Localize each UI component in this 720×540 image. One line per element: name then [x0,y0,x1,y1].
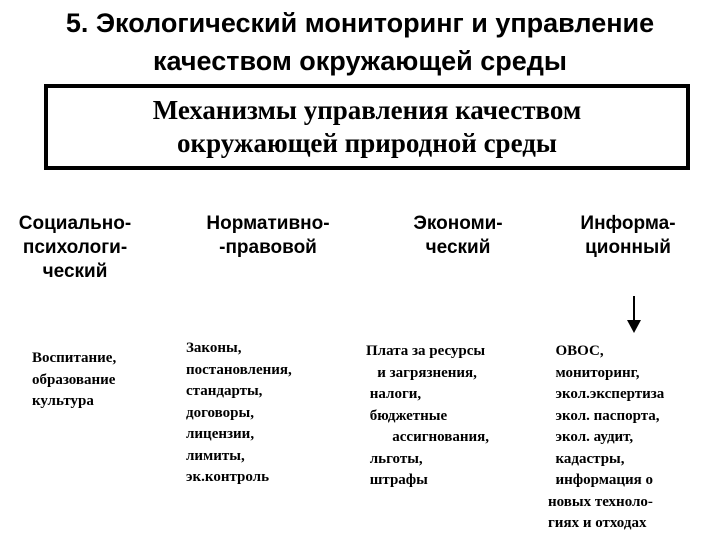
mechanisms-box [44,84,690,170]
category-informational: Информа- ционный [580,213,676,258]
category-socio-psychological: Социально- психологи- ческий [18,213,132,282]
mechanisms-box-title: Механизмы управления качеством окружающей природной среды [152,95,582,158]
list-item: стандарты, [186,383,263,399]
list-item: экол.экспертиза [548,386,665,402]
list-item: бюджетные [366,407,448,424]
list-item: кадастры, [548,450,625,467]
list-socio-psychological [32,348,116,413]
list-item: культура [32,393,94,409]
list-informational [548,341,664,535]
slide-title: 5. Экологический мониторинг и управление качеством окружающей среды [65,8,655,76]
list-item: информация о [548,472,654,488]
arrow-down-icon [626,296,642,334]
list-item: и загрязнения, [366,364,477,381]
list-item: экол. паспорта, [548,407,660,424]
list-item: образование [32,371,116,388]
list-item: постановления, [186,361,292,378]
list-item: ассигнования, [366,429,490,445]
list-item: экол. аудит, [548,429,634,445]
list-item: ОВОС, [548,343,604,359]
list-item: лимиты, [186,447,245,464]
list-item: льготы, [366,450,423,467]
category-normative-legal: Нормативно- -правовой [206,213,330,258]
list-normative-legal [186,338,292,489]
list-item: Воспитание, [32,350,117,366]
list-item: Плата за ресурсы [366,343,486,359]
list-item: новых техноло- [548,493,653,510]
category-economic: Экономи- ческий [413,213,503,258]
list-item: Законы, [186,340,242,356]
list-item: договоры, [186,404,254,421]
list-item: налоги, [366,386,422,402]
list-item: гиях и отходах [548,515,647,531]
list-item: мониторинг, [548,364,640,381]
list-item: эк.контроль [186,469,270,485]
list-item: лицензии, [186,426,255,442]
list-item: штрафы [366,472,428,488]
list-economic [366,341,489,492]
